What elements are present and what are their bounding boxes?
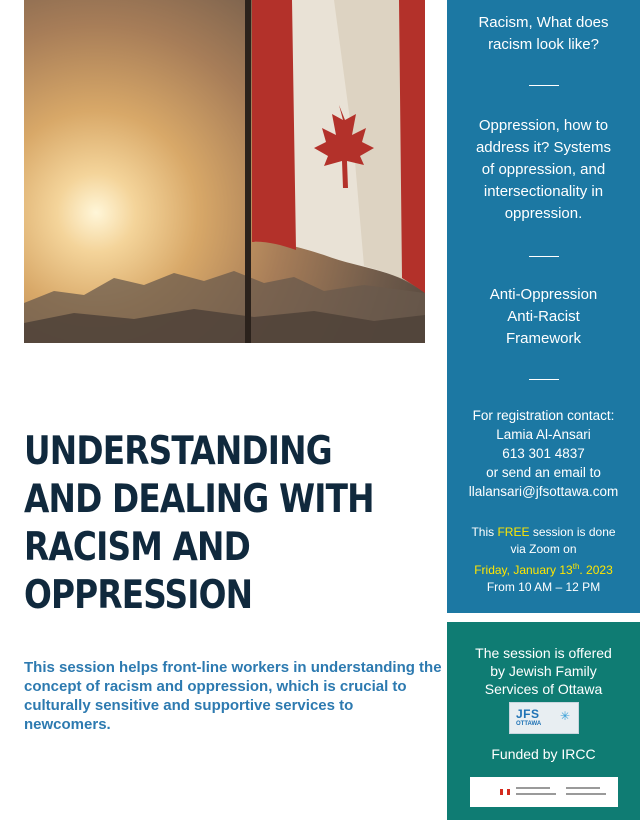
funded-by: Funded by IRCC [491,746,596,762]
title-line-1: UNDERSTANDING [24,429,332,474]
government-of-canada-logo [470,777,618,807]
session-date: Friday, January 13th. 2023 [474,562,613,577]
question-oppression: Oppression, how to address it? Systems of oppression, and intersectionality in oppression. [475,117,612,222]
session-time: From 10 AM – 12 PM [486,580,601,594]
snowflake-icon: ✳ [559,709,571,723]
session-description: This session helps front-line workers in understanding the concept of racism and oppression, which is crucial to culturally sensitive and supportive services to newcomers. [24,659,442,733]
divider [529,256,559,257]
registration-label: For registration contact: [472,408,615,423]
flag-icon [244,0,425,343]
offered-by: The session is offered by Jewish Family Services of Ottawa [475,645,612,697]
canadian-flag-photo [24,0,425,343]
page-title [24,428,374,620]
canada-flag-icon [500,789,510,795]
registration-contact [447,406,640,501]
session-free-line: This FREE session is done [471,525,616,539]
title-line-4: OPPRESSION [24,573,253,618]
flag-pole [245,0,251,343]
email-prompt: or send an email to [486,465,601,480]
contact-phone: 613 301 4837 [502,446,585,461]
title-line-3: RACISM AND [24,525,250,570]
session-details [447,524,640,596]
contact-name: Lamia Al-Ansari [496,427,591,442]
question-racism: Racism, What does racism look like? [478,14,609,53]
contact-email[interactable]: llalansari@jfsottawa.com [468,484,619,499]
info-sidebar [447,0,640,613]
sponsor-box [447,622,640,820]
session-via: via Zoom on [510,542,577,556]
framework-title: Anti-Oppression Anti-Racist Framework [489,286,598,347]
title-line-2: AND DEALING WITH [24,477,374,522]
divider [529,85,559,86]
divider [529,379,559,380]
jfs-ottawa-logo: JFS OTTAWA ✳ [509,702,579,734]
